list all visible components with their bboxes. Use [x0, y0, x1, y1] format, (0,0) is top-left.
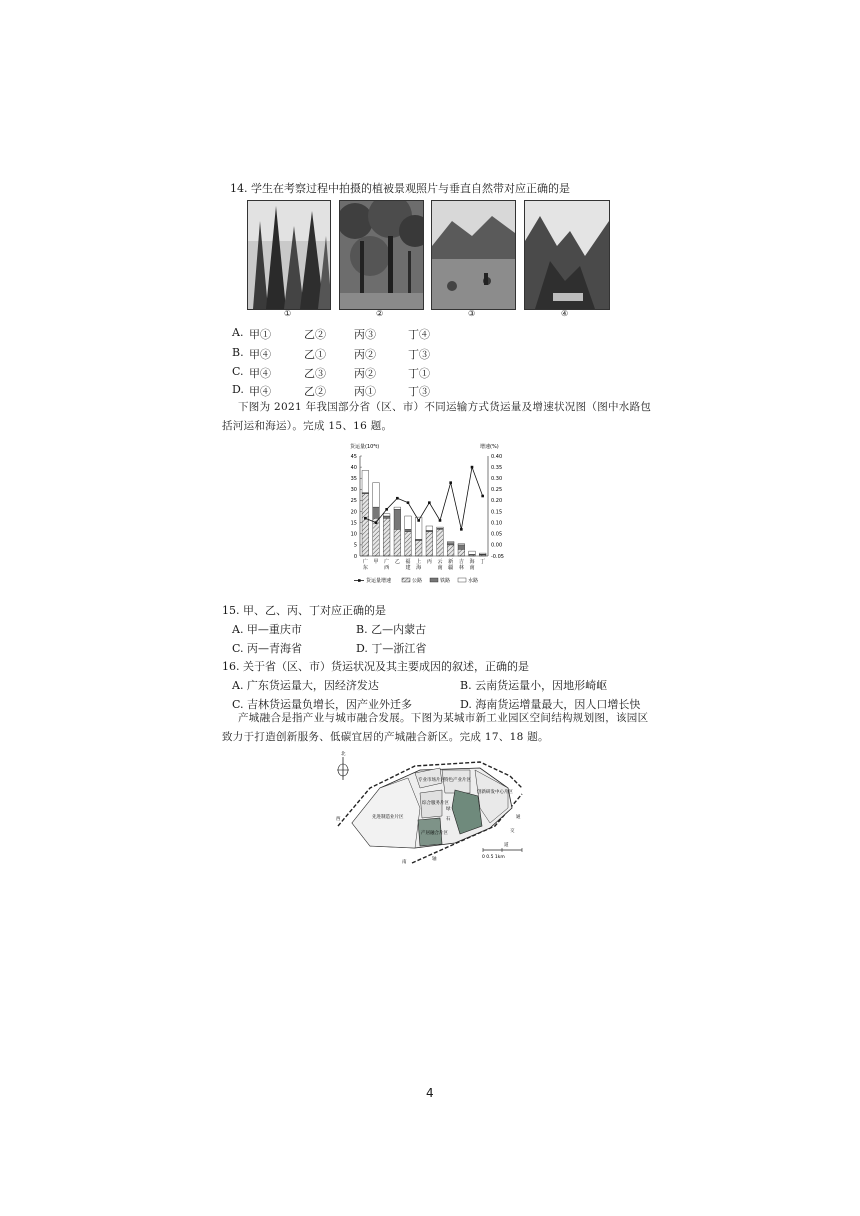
- bar-segment-公路: [415, 540, 422, 556]
- y-tick-label: 20: [350, 509, 357, 516]
- intro-17-line1: 产城融合是指产业与城市融合发展。下图为某城市新工业园区空间结构规划图，该园区: [238, 712, 649, 724]
- growth-point: [481, 495, 484, 498]
- y-tick-label: 25: [350, 498, 357, 505]
- option-cell: 丙①: [354, 385, 376, 398]
- q15-option-b[interactable]: B. 乙—内蒙古: [356, 623, 427, 636]
- road-char: 南: [402, 860, 407, 865]
- growth-point: [471, 466, 474, 469]
- y2-tick-label: -0.05: [491, 553, 504, 560]
- x-tick-label: 新: [448, 559, 454, 565]
- y2-tick-label: 0.25: [491, 487, 503, 494]
- svg-text:0 0.5 1km: 0 0.5 1km: [482, 855, 505, 860]
- bar-segment-水路: [479, 553, 486, 554]
- label-residential: 产居融合片区: [421, 831, 448, 836]
- growth-point: [375, 521, 378, 524]
- option-cell: 丙②: [354, 367, 376, 380]
- photo-label-3: ③: [468, 309, 476, 318]
- q16-option-a[interactable]: A. 广东货运量大，因经济发达: [232, 679, 379, 692]
- option-cell: 乙②: [304, 385, 326, 398]
- option-cell: 丙③: [354, 328, 376, 341]
- bar-segment-水路: [447, 542, 454, 543]
- x-tick-label: 甲: [373, 559, 379, 565]
- road-char: 西: [336, 817, 341, 822]
- x-tick-label: 西: [384, 565, 390, 571]
- page-number: 4: [426, 1086, 434, 1100]
- bar-segment-公路: [458, 549, 465, 556]
- y-axis-title: 货运量(10⁸t): [350, 444, 380, 450]
- option-letter: C.: [232, 365, 244, 378]
- bar-segment-公路: [394, 529, 401, 556]
- bar-segment-公路: [437, 529, 444, 556]
- broadleaf-forest-image: [340, 201, 423, 309]
- industrial-park-map: [330, 748, 530, 868]
- photo-4-valley: [524, 200, 610, 310]
- y-tick-label: 0: [353, 553, 357, 560]
- option-cell: 丁①: [408, 367, 430, 380]
- option-cell: 乙①: [304, 348, 326, 361]
- y2-tick-label: 0.40: [491, 453, 503, 460]
- bar-segment-水路: [383, 514, 390, 516]
- x-tick-label: 丙: [426, 559, 432, 565]
- legend-swatch: [402, 578, 410, 582]
- q14-option-a[interactable]: [232, 326, 430, 341]
- q15-option-d[interactable]: D. 丁—浙江省: [356, 642, 427, 655]
- x-tick-label: 广: [362, 559, 368, 565]
- y-tick-label: 30: [350, 487, 357, 494]
- bar-segment-水路: [426, 526, 433, 530]
- bar-segment-公路: [447, 545, 454, 556]
- photo-label-1: ①: [284, 309, 292, 318]
- legend-label: 铁路: [440, 578, 451, 584]
- growth-point: [439, 519, 442, 522]
- alpine-meadow-image: [432, 201, 515, 309]
- q16-option-d[interactable]: D. 海南货运增量最大，因人口增长快: [460, 698, 641, 711]
- growth-line: [365, 467, 482, 529]
- y2-tick-label: 0.10: [491, 520, 503, 527]
- bar-segment-公路: [362, 494, 369, 556]
- x-tick-label: 丁: [480, 559, 486, 565]
- y2-tick-label: 0.05: [491, 531, 503, 538]
- y2-tick-label: 0.15: [491, 509, 503, 516]
- x-tick-label: 上: [416, 559, 422, 565]
- road-char: 交: [510, 829, 515, 834]
- option-cell: 乙③: [304, 367, 326, 380]
- q15-option-c[interactable]: C. 丙—青海省: [232, 642, 303, 655]
- x-tick-label: 福: [405, 559, 411, 565]
- q14-option-b[interactable]: [232, 346, 430, 361]
- x-tick-label: 广: [384, 559, 390, 565]
- x-tick-label: 建: [405, 565, 411, 571]
- x-tick-label: 东: [362, 565, 368, 571]
- bar-segment-铁路: [458, 545, 465, 549]
- option-cell: 丁③: [408, 385, 430, 398]
- option-cell: 丙②: [354, 348, 376, 361]
- chart-legend: [354, 577, 478, 584]
- option-letter: B.: [232, 346, 244, 359]
- q14-stem: 14. 学生在考察过程中拍摄的植被景观照片与垂直自然带对应正确的是: [230, 182, 570, 195]
- q14-option-d[interactable]: [232, 383, 430, 398]
- bar-segment-铁路: [447, 543, 454, 545]
- y-tick-label: 15: [350, 520, 357, 527]
- legend-line-marker: [358, 579, 361, 582]
- y-tick-label: 5: [353, 542, 357, 549]
- road-char: 通: [516, 815, 521, 820]
- growth-point: [449, 481, 452, 484]
- label-innovation: 创新研发中心片区: [477, 790, 513, 795]
- x-axis-ticks: [363, 558, 485, 571]
- y-tick-label: 35: [350, 476, 357, 483]
- x-tick-label: 吉: [458, 559, 464, 565]
- x-tick-label: 南: [469, 565, 475, 571]
- y-tick-label: 40: [350, 464, 357, 471]
- conifer-forest-image: [248, 201, 330, 309]
- y2-tick-label: 0.35: [491, 464, 503, 471]
- y2-axis-ticks: [491, 454, 504, 560]
- q15-stem: 15. 甲、乙、丙、丁对应正确的是: [222, 604, 386, 617]
- intro-15-line2: 括河运和海运）。完成 15、16 题。: [222, 420, 393, 432]
- growth-line-series: [364, 466, 484, 531]
- bar-segment-铁路: [394, 509, 401, 529]
- option-letter: D.: [232, 383, 244, 396]
- intro-17-line2: 致力于打造创新服务、低碳宜居的产城融合新区。完成 17、18 题。: [222, 731, 549, 743]
- x-tick-label: 海: [469, 559, 475, 565]
- bar-series: [362, 470, 486, 556]
- growth-point: [364, 517, 367, 520]
- bar-segment-水路: [437, 527, 444, 528]
- photo-label-2: ②: [376, 309, 384, 318]
- bar-segment-水路: [394, 507, 401, 509]
- x-tick-label: 乙: [394, 559, 400, 565]
- x-tick-label: 海: [416, 565, 422, 571]
- bar-segment-公路: [383, 518, 390, 556]
- bar-segment-铁路: [405, 529, 412, 531]
- y2-tick-label: 0.20: [491, 498, 503, 505]
- mountain-valley-image: [525, 201, 609, 309]
- road-char: 绿: [446, 807, 451, 812]
- option-cell: 丁④: [408, 328, 430, 341]
- road-char: 轴: [432, 857, 437, 862]
- label-commerce: 专业市场片区: [418, 778, 445, 783]
- bar-segment-水路: [373, 483, 380, 507]
- bar-segment-公路: [405, 532, 412, 556]
- photo-1-forest: [247, 200, 331, 310]
- label-service: 综合服务片区: [422, 801, 449, 806]
- legend-swatch: [458, 578, 466, 582]
- q16-stem: 16. 关于省（区、市）货运状况及其主要成因的叙述，正确的是: [222, 660, 529, 673]
- x-tick-label: 林: [458, 565, 464, 571]
- bar-segment-铁路: [373, 507, 380, 518]
- legend-label: 水路: [468, 578, 479, 584]
- legend-label: 公路: [412, 578, 423, 584]
- growth-point: [407, 501, 410, 504]
- zone-advanced-manufacturing: [352, 778, 420, 848]
- bar-segment-水路: [458, 544, 465, 545]
- option-cell: 乙②: [304, 328, 326, 341]
- q16-option-c[interactable]: C. 吉林货运量负增长，因产业外迁多: [232, 698, 413, 711]
- x-tick-label: 云: [437, 559, 443, 565]
- photo-2-broadleaf: [339, 200, 424, 310]
- scale-bar: [482, 848, 522, 860]
- growth-point: [396, 497, 399, 500]
- bar-segment-水路: [405, 516, 412, 529]
- label-advanced: 先进制造业片区: [372, 815, 404, 820]
- growth-point: [417, 519, 420, 522]
- option-letter: A.: [232, 326, 244, 339]
- option-cell: 甲①: [249, 328, 271, 341]
- y2-tick-label: 0.00: [491, 542, 503, 549]
- road-char: 道: [504, 843, 509, 848]
- q16-option-b[interactable]: B. 云南货运量小，因地形崎岖: [460, 679, 608, 692]
- q14-option-c[interactable]: [232, 365, 430, 380]
- freight-chart: [338, 440, 518, 590]
- option-cell: 甲④: [249, 367, 271, 380]
- svg-text:北: 北: [341, 752, 346, 757]
- y2-tick-label: 0.30: [491, 476, 503, 483]
- road-char: 石: [446, 817, 451, 822]
- legend-label: 货运量增速: [366, 578, 392, 584]
- north-arrow-icon: [337, 750, 349, 780]
- growth-point: [385, 508, 388, 511]
- bar-segment-公路: [426, 532, 433, 556]
- intro-15-line1: 下图为 2021 年我国部分省（区、市）不同运输方式货运量及增速状况图（图中水路包: [238, 401, 652, 413]
- x-tick-label: 疆: [448, 565, 454, 571]
- y-tick-label: 45: [350, 453, 357, 460]
- label-special: 特色产业片区: [444, 778, 471, 783]
- y2-axis-title: 增速(%): [480, 444, 499, 450]
- y-tick-label: 10: [350, 531, 357, 538]
- photo-3-meadow: [431, 200, 516, 310]
- bar-segment-水路: [362, 470, 369, 492]
- option-cell: 甲④: [249, 348, 271, 361]
- growth-point: [428, 501, 431, 504]
- legend-swatch: [430, 578, 438, 582]
- option-cell: 丁③: [408, 348, 430, 361]
- bar-segment-铁路: [383, 516, 390, 518]
- growth-point: [460, 528, 463, 531]
- q15-option-a[interactable]: A. 甲—重庆市: [232, 623, 302, 636]
- bar-segment-水路: [469, 551, 476, 554]
- x-tick-label: 南: [437, 565, 443, 571]
- option-cell: 甲④: [249, 385, 271, 398]
- photo-label-4: ④: [561, 309, 569, 318]
